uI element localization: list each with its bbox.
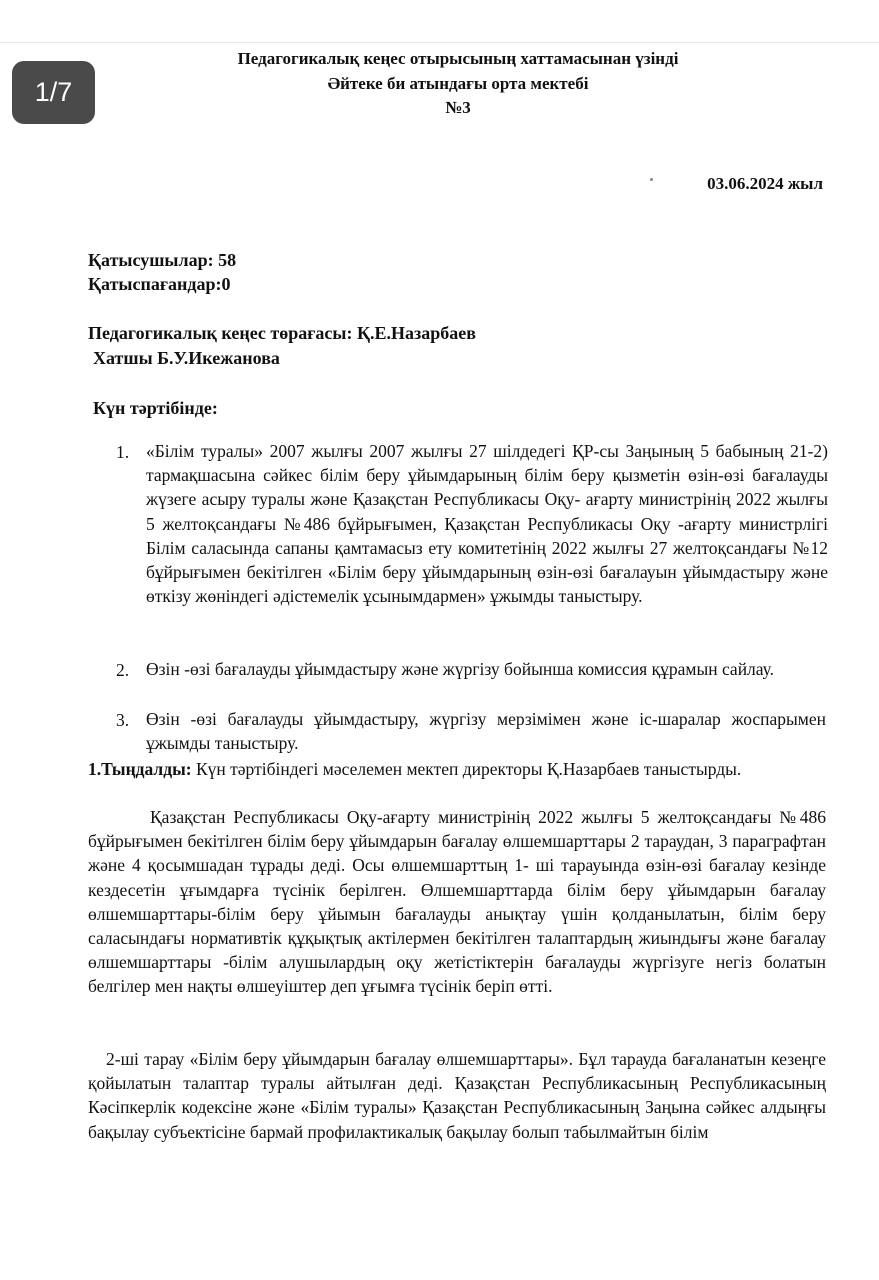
absent-count: Қатыспағандар:0	[88, 274, 231, 294]
agenda-item-text: Өзін -өзі бағалауды ұйымдастыру және жүргізу бойынша комиссия құрамын сайлау.	[146, 659, 775, 679]
agenda-title: Күн тәртібінде:	[93, 398, 218, 418]
protocol-number: №3	[445, 98, 471, 117]
agenda-item-number: 2.	[116, 660, 130, 680]
school-name: Әйтеке би атындағы орта мектебі	[327, 74, 589, 93]
heard-text: Күн тәртібіндегі мәселемен мектеп директоры Қ.Назарбаев таныстырды.	[191, 759, 742, 779]
body-paragraph: Қазақстан Республикасы Оқу-ағарту министрінің 2022 жылғы 5 желтоқсандағы №486 бұйрығымен бекітілген білім беру ұйымдарын бағалау өлшемшарттары 2 тараудан, 3 параграфтан және 4 қосымшадан тұрады деді. Осы өлшемшарттың 1- ші тарауында өзін-өзі бағалау кезінде кездесетін ұғымдарға түсінік берілген. Өлшемшарттарда білім беру ұйымдарын бағалау өлшемшарттары-білім беру ұйымын бағалауды анықтау үшін қолданылатын, білім беру саласындағы нормативтік құқықтық актілермен бекітілген талаптардың жиындығы және бағалау өлшемшарттары -білім алушылардың оқу жетістіктерін бағалауды жүргізуге негіз болатын белгілер мен нақты өлшеуіштер деп ұғымға түсінік беріп өтті.	[88, 807, 826, 997]
agenda-item-text: «Білім туралы» 2007 жылғы 2007 жылғы 27 шілдедегі ҚР-сы Заңының 5 бабының 21-2) тармақшасына сәйкес білім беру ұйымдарының білім беру қызметін өзін-өзі бағалауды жүзеге асыру туралы және Қазақстан Республикасы Оқу- ағарту министрінің 2022 жылғы 5 желтоқсандағы №486 бұйрығымен, Қазақстан Республикасы Оқу -ағарту министрлігі Білім саласында сапаны қамтамасыз ету комитетінің 2022 жылғы 27 желтоқсандағы №12 бұйрығымен бекітілген «Білім беру ұйымдарының өзін-өзі бағалауын ұйымдастыру және өткізу жөніндегі әдістемелік ұсынымдармен» ұжымды таныстыру.	[146, 441, 828, 607]
page-counter-badge: 1/7	[12, 61, 95, 124]
council-chair: Педагогикалық кеңес төрағасы: Қ.Е.Назарбаев	[88, 323, 476, 343]
scan-speck	[650, 178, 653, 181]
participants-count: Қатысушылар: 58	[88, 250, 237, 270]
viewer-top-border	[0, 42, 879, 43]
agenda-item-text: Өзін -өзі бағалауды ұйымдастыру, жүргізу мерзімімен және іс-шаралар жоспарымен ұжымды таныстыру.	[146, 709, 826, 754]
agenda-item-number: 1.	[116, 442, 130, 462]
secretary: Хатшы Б.У.Икежанова	[93, 348, 280, 368]
heard-paragraph	[88, 757, 826, 781]
document-title: Педагогикалық кеңес отырысының хаттамасынан үзінді	[237, 49, 679, 68]
document-date: 03.06.2024 жыл	[707, 174, 823, 193]
heard-label: 1.Тыңдалды:	[88, 759, 192, 779]
agenda-item-number: 3.	[116, 710, 130, 730]
body-paragraph: 2-ші тарау «Білім беру ұйымдарын бағалау өлшемшарттары». Бұл тарауда бағаланатын кезеңге қойылатын талаптар туралы айтылған деді. Қазақстан Республикасының Республикасының Кәсіпкерлік кодексіне және «Білім туралы» Қазақстан Республикасының Заңына сәйкес алдыңғы бақылау субъектісіне бармай профилактикалық бақылау болып табылмайтын білім	[88, 1049, 826, 1142]
